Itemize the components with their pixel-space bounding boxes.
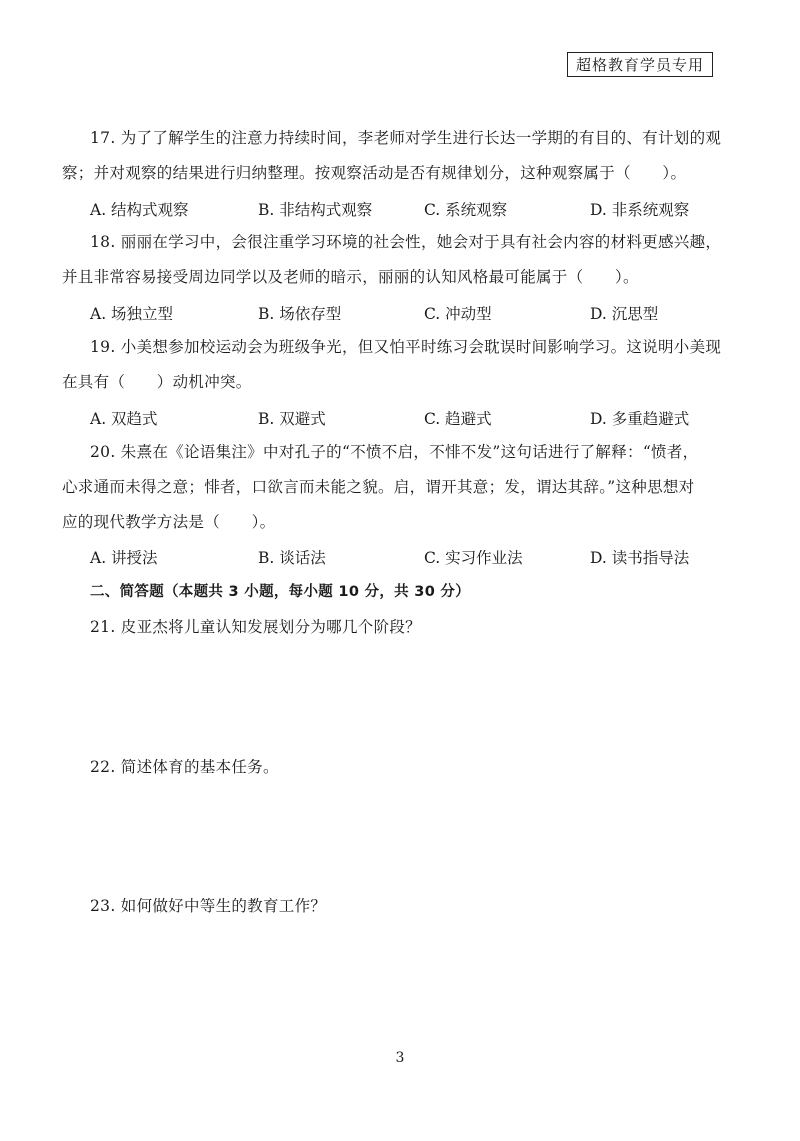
q18-line-2: 并且非常容易接受周边同学以及老师的暗示，丽丽的认知风格最可能属于（ ）。	[62, 268, 639, 286]
q17-option-d: D. 非系统观察	[590, 201, 690, 219]
q17-options	[90, 198, 750, 220]
q20-option-a: A. 讲授法	[90, 549, 158, 567]
q20-line-1: 20. 朱熹在《论语集注》中对孔子的“不愤不启，不悱不发”这句话进行了解释：“愤者，	[90, 443, 699, 461]
q18-option-c: C. 冲动型	[424, 305, 492, 323]
q18-option-b: B. 场依存型	[258, 305, 342, 323]
q19-option-c: C. 趋避式	[424, 410, 492, 428]
q21-text: 21. 皮亚杰将儿童认知发展划分为哪几个阶段？	[90, 618, 421, 636]
q19-line-1: 19. 小美想参加校运动会为班级争光，但又怕平时练习会耽误时间影响学习。这说明小美现	[90, 338, 722, 356]
q17-option-a: A. 结构式观察	[90, 201, 189, 219]
q20-line-3: 应的现代教学方法是（ ）。	[62, 513, 276, 531]
q20-option-c: C. 实习作业法	[424, 549, 523, 567]
q17-line-1: 17. 为了了解学生的注意力持续时间，李老师对学生进行长达一学期的有目的、有计划的观	[90, 129, 722, 147]
q18-option-d: D. 沉思型	[590, 305, 659, 323]
q18-options	[90, 302, 750, 324]
q20-options	[90, 546, 750, 568]
q23-text: 23. 如何做好中等生的教育工作？	[90, 897, 327, 915]
q17-option-b: B. 非结构式观察	[258, 201, 373, 219]
q22-text: 22. 简述体育的基本任务。	[90, 758, 279, 776]
header-stamp: 超格教育学员专用	[567, 52, 713, 77]
q18-option-a: A. 场独立型	[90, 305, 174, 323]
q20-option-b: B. 谈话法	[258, 549, 326, 567]
q20-option-d: D. 读书指导法	[590, 549, 690, 567]
q20-line-2: 心求通而未得之意；悱者，口欲言而未能之貌。启，谓开其意；发，谓达其辞。”这种思想对	[62, 478, 695, 496]
page-number: 3	[395, 1050, 405, 1066]
q17-line-2: 察；并对观察的结果进行归纳整理。按观察活动是否有规律划分，这种观察属于（ ）。	[62, 164, 687, 182]
q17-option-c: C. 系统观察	[424, 201, 508, 219]
q19-option-b: B. 双避式	[258, 410, 326, 428]
q19-line-2: 在具有（ ）动机冲突。	[62, 373, 252, 391]
q19-option-a: A. 双趋式	[90, 410, 158, 428]
q19-options	[90, 407, 750, 429]
section-2-title: 二、简答题（本题共 3 小题，每小题 10 分，共 30 分）	[90, 584, 471, 600]
q18-line-1: 18. 丽丽在学习中，会很注重学习环境的社会性，她会对于具有社会内容的材料更感兴趣，	[90, 233, 722, 251]
q19-option-d: D. 多重趋避式	[590, 410, 690, 428]
